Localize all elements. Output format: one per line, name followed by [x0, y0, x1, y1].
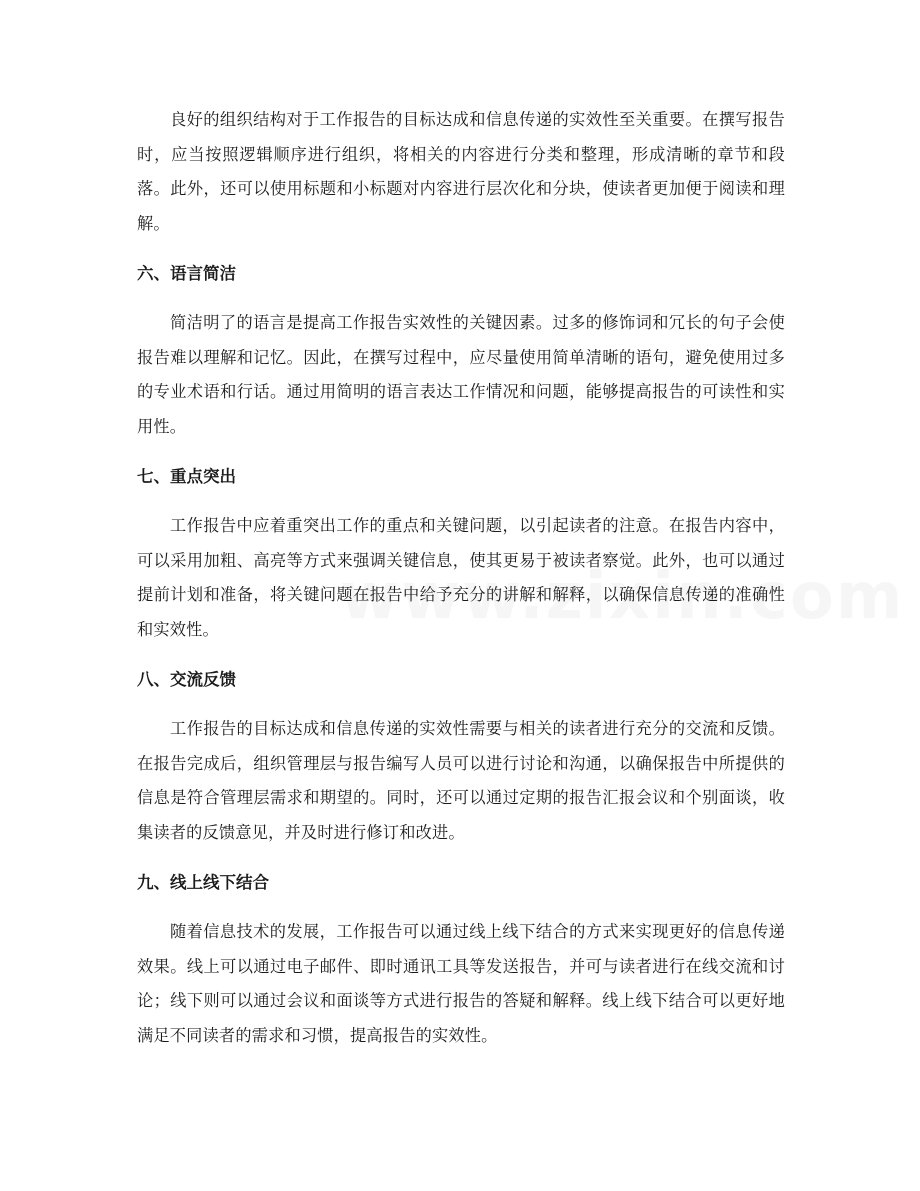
section-heading-9: 九、线上线下结合 — [137, 873, 269, 892]
section-heading-7: 七、重点突出 — [137, 467, 236, 486]
intro-paragraph: 良好的组织结构对于工作报告的目标达成和信息传递的实效性至关重要。在撰写报告时，应当按照逻辑顺序进行组织，将相关的内容进行分类和整理，形成清晰的章节和段落。此外，还可以使用标题和小标题对内容进行层次化和分块，使读者更加便于阅读和理解。 — [137, 110, 785, 233]
document-body — [137, 103, 785, 1053]
section-body-8: 工作报告的目标达成和信息传递的实效性需要与相关的读者进行充分的交流和反馈。在报告完成后，组织管理层与报告编写人员可以进行讨论和沟通，以确保报告中所提供的信息是符合管理层需求和期望的。同时，还可以通过定期的报告汇报会议和个别面谈，收集读者的反馈意见，并及时进行修订和改进。 — [137, 719, 785, 842]
section-body-7: 工作报告中应着重突出工作的重点和关键问题，以引起读者的注意。在报告内容中，可以采用加粗、高亮等方式来强调关键信息，使其更易于被读者察觉。此外，也可以通过提前计划和准备，将关键问题在报告中给予充分的讲解和解释，以确保信息传递的准确性和实效性。 — [137, 516, 785, 639]
section-body-6: 简洁明了的语言是提高工作报告实效性的关键因素。过多的修饰词和冗长的句子会使报告难以理解和记忆。因此，在撰写过程中，应尽量使用简单清晰的语句，避免使用过多的专业术语和行话。通过用简明的语言表达工作情况和问题，能够提高报告的可读性和实用性。 — [137, 313, 785, 436]
section-heading-8: 八、交流反馈 — [137, 670, 236, 689]
section-heading-6: 六、语言简洁 — [137, 264, 236, 283]
section-body-9: 随着信息技术的发展，工作报告可以通过线上线下结合的方式来实现更好的信息传递效果。线上可以通过电子邮件、即时通讯工具等发送报告，并可与读者进行在线交流和讨论；线下则可以通过会议和面谈等方式进行报告的答疑和解释。线上线下结合可以更好地满足不同读者的需求和习惯，提高报告的实效性。 — [137, 922, 785, 1045]
